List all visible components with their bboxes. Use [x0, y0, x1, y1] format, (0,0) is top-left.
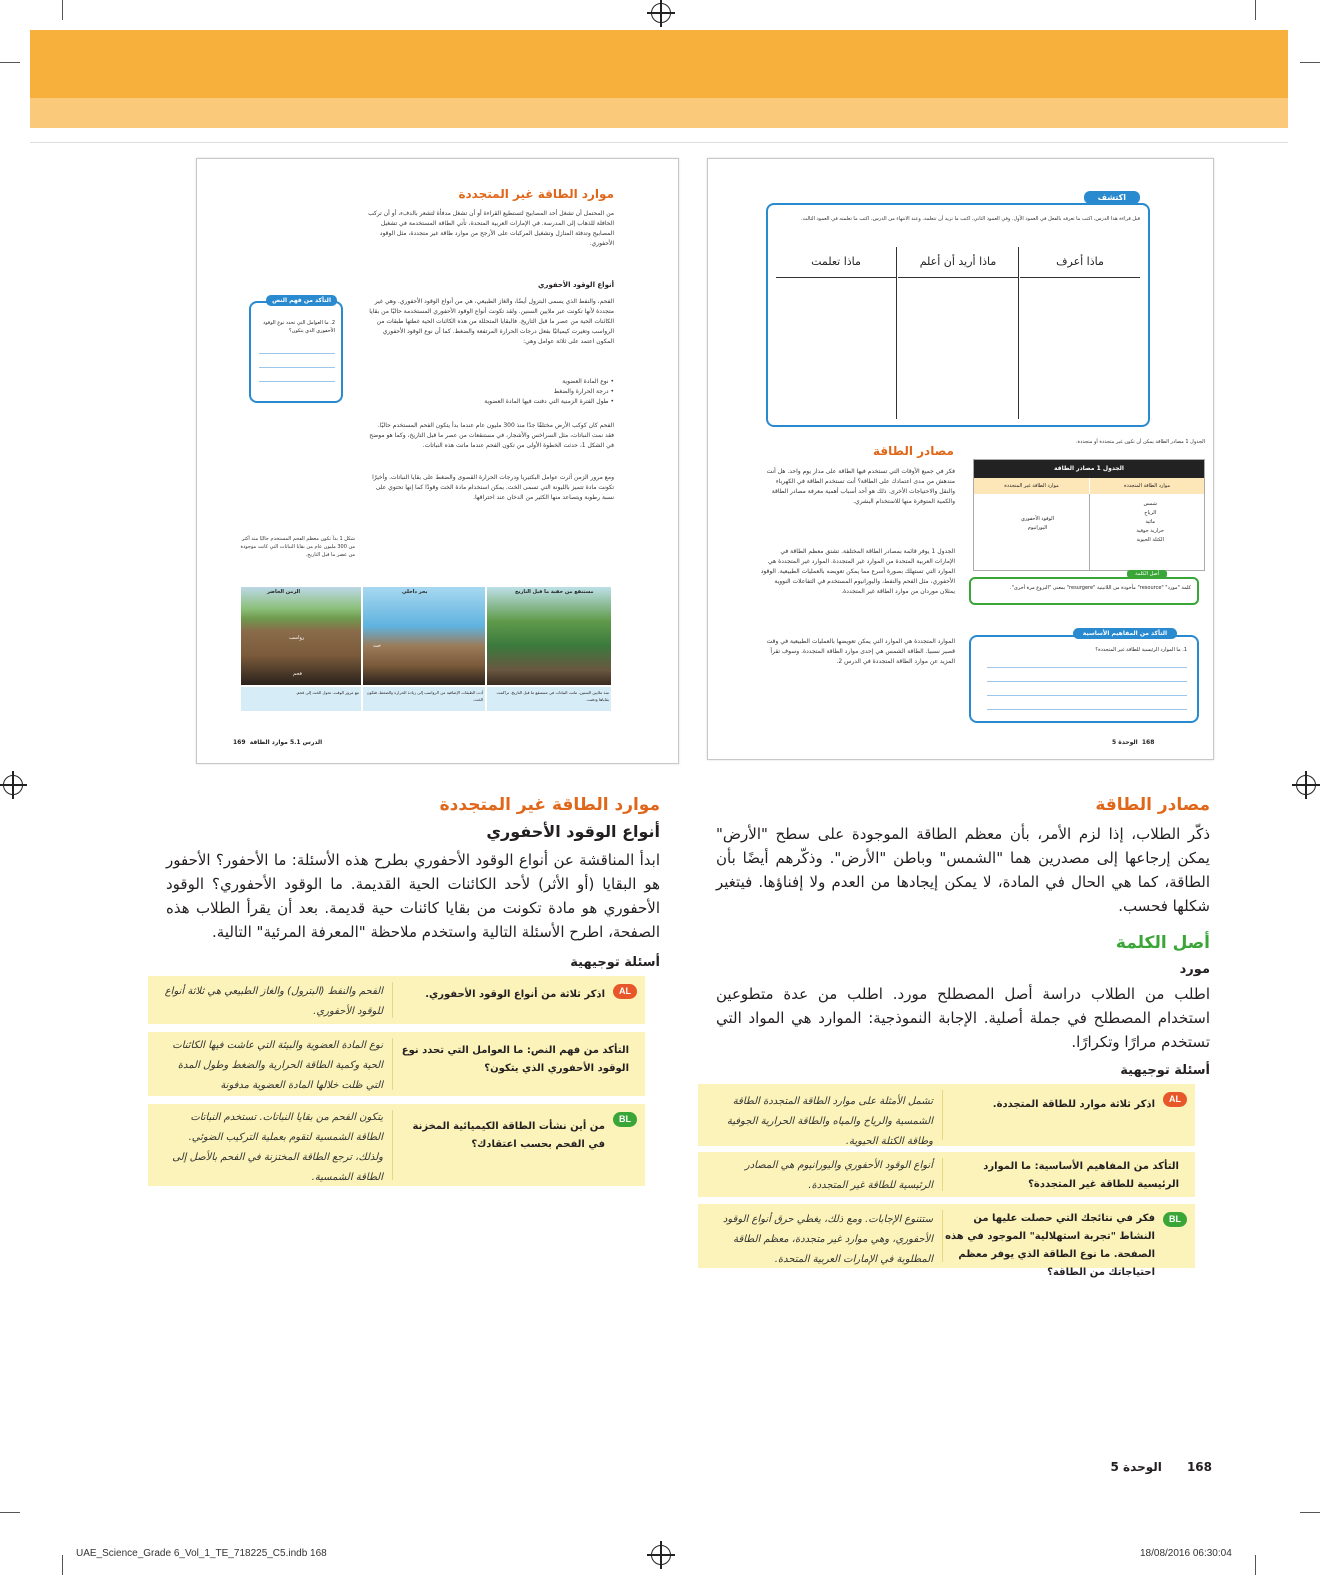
guiding-question-row: [148, 976, 645, 1024]
list-item: حرارية جوفية: [1136, 528, 1164, 534]
guiding-question-row: [148, 1104, 645, 1186]
answer-line: [259, 381, 335, 382]
thumb-para-1: فكر في جميع الأوقات التي تستخدم فيها الطاقة على مدار يوم واحد. هل أنت مندهش من مدى اعتمادك على الطاقة؟ أنت تستخدم الطاقة في الكهرباء والنقل والاحتياجات الأخرى. ذلك هو أحد أسباب أهمية معرفة مصادر الطاقة والكمية المتوفرة منها للاستخدام البشري.: [766, 468, 955, 505]
thumb-title-nonrenewable: موارد الطاقة غير المتجددة: [458, 187, 614, 201]
crop-mark: [0, 1512, 20, 1513]
crop-mark: [1300, 1512, 1320, 1513]
guiding-questions-title: أسئلة توجيهية: [570, 955, 660, 970]
list-item: • درجة الحرارة والضغط: [553, 388, 614, 395]
answer-line: [987, 709, 1187, 710]
list-item: الرياح: [1144, 510, 1157, 516]
answer-text: نوع المادة العضوية والبيئة التي عاشت فيها الكائنات الحية وكمية الطاقة الحرارية والضغط وطول المدة التي ظلت خلالها المادة العضوية مدفونة: [172, 1040, 383, 1091]
bullet-text: طول الفترة الزمنية التي دفنت فيها المادة العضوية: [484, 398, 609, 405]
al-badge: AL: [1163, 1092, 1187, 1107]
list-item: شمس: [1143, 501, 1157, 507]
question-text: التأكد من فهم النص: ما العوامل التي تحدد نوع الوقود الأحفوري الذي يتكون؟: [401, 1045, 629, 1074]
word-origin-word: مورد: [1179, 962, 1210, 977]
divider: [942, 1090, 943, 1140]
photo-caption: مع مرور الوقت، تحول الخث إلى فحم.: [241, 687, 361, 711]
explore-label: اكتشف: [1084, 191, 1140, 204]
word-origin-body: اطلب من الطلاب دراسة أصل المصطلح مورد. اطلب من عدة متطوعين استخدام المصطلح في جملة أصلية. الإجابة النموذجية: الموارد هي المواد التي تستخدم مرارًا وتكرارًا.: [716, 985, 1210, 1051]
guiding-question-row: [148, 1032, 645, 1096]
table-title: الجدول 1 مصادر الطاقة: [974, 460, 1204, 478]
table-col-renewable: موارد الطاقة المتجددة: [1090, 478, 1204, 494]
check-text-label: التأكد من فهم النص: [266, 295, 337, 306]
fossil-fuel-subtitle: أنواع الوقود الأحفوري: [486, 822, 660, 841]
answer-text: ستتنوع الإجابات. ومع ذلك، يغطي حرق أنواع الوقود الأحفوري، وهي موارد غير متجددة، معظم الطاقة المطلوبة في الإمارات العربية المتحدة.: [722, 1214, 933, 1265]
thumb-coal: الفحم كان كوكب الأرض مختلفًا جدًا منذ 300 مليون عام عندما بدأ يتكون الفحم المستخدم حاليًا. فقد نمت النباتات، مثل السراخس والأشجار، في مستنقعات من عصر ما قبل التاريخ، وكما هو موضح في الشكل 1، حدثت الخطوة الأولى من تكون الفحم عندما ماتت هذه النباتات.: [369, 422, 614, 449]
crop-mark: [0, 62, 20, 63]
check-concepts-question: 1. ما الموارد الرئيسية للطاقة غير المتجددة؟: [1095, 647, 1187, 653]
registration-mark-icon: [1296, 775, 1316, 795]
crop-mark: [1255, 1555, 1256, 1575]
check-text-box: [249, 297, 343, 403]
thumb-subtitle: أنواع الوقود الأحفوري: [538, 281, 614, 289]
slug-filename: UAE_Science_Grade 6_Vol_1_TE_718225_C5.indb 168: [76, 1548, 327, 1559]
page-number: 169: [233, 739, 246, 746]
divider: [942, 1210, 943, 1262]
lesson-label: الدرس 5.1 موارد الطاقة: [249, 739, 323, 746]
thumb-page-number: [1112, 739, 1154, 746]
nonrenewable-list: [1021, 515, 1054, 533]
crop-mark: [62, 0, 63, 20]
question-text: اذكر ثلاثة موارد للطاقة المتجددة.: [992, 1099, 1155, 1110]
al-badge: AL: [613, 984, 637, 999]
unit-label: الوحدة 5: [1112, 739, 1138, 746]
table-caption: الجدول 1 مصادر الطاقة يمكن أن تكون غير متجددة أو متجددة.: [1075, 439, 1205, 445]
question-text: من أين نشأت الطاقة الكيميائية المخزنة في الفحم بحسب اعتقادك؟: [412, 1121, 605, 1150]
question-text: التأكد من المفاهيم الأساسية: ما الموارد الرئيسية للطاقة غير المتجددة؟: [983, 1161, 1179, 1190]
layer-label: خث: [373, 643, 382, 649]
thumb-page-number: [233, 739, 322, 746]
unit-label: الوحدة 5: [1110, 1460, 1162, 1474]
section-title-energy-sources: مصادر الطاقة: [1095, 795, 1210, 815]
guiding-question-row: [698, 1152, 1195, 1197]
answer-text: أنواع الوقود الأحفوري واليورانيوم هي المصادر الرئيسية للطاقة غير المتجددة.: [744, 1160, 933, 1191]
scene-label: مستنقع من حقبة ما قبل التاريخ: [515, 589, 594, 595]
divider: [392, 1110, 393, 1180]
layer-label: رواسب: [289, 635, 305, 641]
guiding-questions-title: أسئلة توجيهية: [1120, 1063, 1210, 1078]
photo-caption: منذ ملايين السنين، ماتت النباتات في مستنقع ما قبل التاريخ، تراكمت بقاياها ودفنت.: [487, 687, 611, 711]
word-origin-box: [969, 571, 1199, 605]
thumb-para-3: الموارد المتجددة هي الموارد التي يمكن تعويضها بالعمليات الطبيعية في وقت قصير نسبيا. الطاقة الشمس هي إحدى موارد الطاقة المتجددة. وسوف تقرأ المزيد عن موارد الطاقة المتجددة في الدرس 2.: [766, 638, 955, 665]
thumb-coal-2: ومع مرور الزمن أثرت عوامل البكتيريا ودرجات الحرارة القصوى والضغط على بقايا النباتات. وأخيرًا تكونت مادة تتميز بالليونة التي تسمى الخث. يمكن استخدام مادة الخث وقودًا كما إنها تحتوي على نسبة رطوبة ويتصاعد منها الكثير من الدخان عند احتراقها.: [372, 474, 614, 501]
list-item: • طول الفترة الزمنية التي دفنت فيها المادة العضوية: [484, 398, 614, 405]
explore-instructions: قبل قراءة هذا الدرس، اكتب ما تعرفه بالفعل في العمود الأول. وفي العمود الثاني، اكتب ما تريد أن تتعلمه. وعند الانتهاء من الدرس، اكتب ما تعلمته في العمود الثالث.: [800, 216, 1140, 222]
answer-line: [259, 367, 335, 368]
renewable-list: [1136, 500, 1164, 545]
list-item: مائية: [1145, 519, 1156, 525]
bullet-text: نوع المادة العضوية: [562, 378, 609, 385]
thumb-para-2: الجدول 1 يوفر قائمة بمصادر الطاقة المختلفة. تشتق معظم الطاقة في الإمارات العربية المتحدة من الموارد غير المتجددة. الموارد غير المتجددة هي الموارد التي تستهلك بصورة أسرع مما يمكن تعويضه بالعمليات الطبيعية. الوقود الأحفوري، مثل الفحم والنفط، واليورانيوم المستخدم في التفاعلات النووية يمثلان موردان من موارد الطاقة غير المتجددة.: [760, 548, 955, 595]
kwl-box: [766, 193, 1150, 427]
swamp-photo: [487, 587, 611, 685]
page-footer: [1100, 1460, 1212, 1474]
answer-line: [259, 353, 335, 354]
divider: [896, 247, 897, 419]
guiding-question-row: [698, 1204, 1195, 1278]
divider: [392, 1038, 393, 1090]
scene-label: بحر داخلي: [402, 589, 428, 595]
layer-label: فحم: [293, 671, 302, 677]
section-title-nonrenewable: موارد الطاقة غير المتجددة: [439, 795, 660, 815]
thumb-title-energy-sources: مصادر الطاقة: [873, 444, 954, 458]
divider: [1018, 247, 1019, 419]
list-item: • نوع المادة العضوية: [562, 378, 614, 385]
word-origin-title: أصل الكلمة: [1115, 933, 1210, 953]
guiding-question-row: [698, 1084, 1195, 1146]
crop-mark: [62, 1555, 63, 1575]
bl-badge: BL: [613, 1112, 637, 1127]
kwl-header-learned: ماذا تعلمت: [776, 247, 896, 278]
bl-badge: BL: [1163, 1212, 1187, 1227]
answer-line: [987, 695, 1187, 696]
list-item: الوقود الأحفوري: [1020, 516, 1054, 522]
crop-mark: [1255, 0, 1256, 20]
registration-mark-icon: [651, 3, 671, 23]
bullet-text: درجة الحرارة والضغط: [553, 388, 609, 395]
kwl-table: [776, 247, 1140, 419]
question-text: فكر في نتائجك التي حصلت عليها من النشاط "تجربة استهلالية" الموجود في هذه الصفحة. ما نوع الطاقة الذي يوفر معظم احتياجاتك من الطاقة؟: [945, 1213, 1155, 1278]
answer-text: يتكون الفحم من بقايا النباتات. تستخدم النباتات الطاقة الشمسية لتقوم بعملية التركيب الضوئي. ولذلك، ترجع الطاقة المختزنة في الفحم بالأصل إلى الطاقة الشمسية.: [172, 1112, 383, 1183]
fossil-fuel-body: ابدأ المناقشة عن أنواع الوقود الأحفوري بطرح هذه الأسئلة: ما الأحفور؟ الأحفور هو البقايا (أو الأثر) لأحد الكائنات الحية القديمة. ما الوقود الأحفوري؟ الوقود الأحفوري هو مادة تكونت من بقايا كائنات حية قديمة. بعد أن يقرأ الطلاب هذه الصفحة، اطرح الأسئلة التالية واستخدم ملاحظة "المعرفة المرئية" التالية.: [166, 851, 660, 941]
divider: [1089, 494, 1090, 570]
slug-date: 18/08/2016 06:30:04: [1140, 1548, 1232, 1559]
answer-text: الفحم والنفط (البترول) والغاز الطبيعي هي ثلاثة أنواع للوقود الأحفوري.: [164, 986, 383, 1017]
energy-table: [973, 459, 1205, 571]
answer-line: [987, 681, 1187, 682]
thumb-bullets: [368, 377, 614, 407]
registration-mark-icon: [3, 775, 23, 795]
kwl-header-know: ماذا أعرف: [1020, 247, 1140, 278]
list-item: الكتلة الحيوية: [1136, 537, 1164, 543]
photo-caption: أدت الطبقات الإضافية من الرواسب إلى زيادة الحرارة والضغط، فتكون الخث.: [363, 687, 485, 711]
table-col-nonrenewable: موارد الطاقة غير المتجددة: [974, 478, 1089, 494]
divider: [392, 982, 393, 1018]
answer-text: تشمل الأمثلة على موارد الطاقة المتجددة الطاقة الشمسية والرياح والمياه والطاقة الحرارية الجوفية وطاقة الكتلة الحيوية.: [726, 1096, 933, 1147]
student-page-168-thumbnail: [707, 158, 1214, 760]
student-page-169-thumbnail: [196, 158, 679, 764]
thumb-text: الفحم، والنفط الذي يسمى البترول أيضًا، والغاز الطبيعي، هي من أنواع الوقود الأحفوري. وهي غير متجددة لأنها تكونت عبر ملايين السنين. ولقد تكونت أنواع الوقود الأحفوري المستخدمة حاليًا من بقايا الكائنات الحية من عصر ما قبل التاريخ. فالبقايا المتحللة من هذه الكائنات الحية غطتها طبقات من الرواسب وتغيرت كيميائيًا بفعل درجات الحرارة المرتفعة والضغط. كما أن نوع الوقود الأحفوري المكون اعتمد على ثلاثة عوامل وهي:: [369, 298, 614, 345]
kwl-header-want: ماذا أريد أن أعلم: [898, 247, 1018, 278]
divider: [30, 142, 1288, 143]
check-text-question: 2. ما العوامل التي تحدد نوع الوقود الأحفوري الذي يتكون؟: [263, 320, 335, 334]
energy-sources-body: ذكّر الطلاب، إذا لزم الأمر، بأن معظم الطاقة الموجودة على سطح "الأرض" يمكن إرجاعها إلى مصدرين هما "الشمس" وباطن "الأرض". وذكّرهم أيضًا بأن الطاقة، كما هي الحال في المادة، لا يمكن إيجادها من العدم ولا إفناؤها. فيتغير شكلها فحسب.: [716, 825, 1210, 915]
crop-mark: [1300, 62, 1320, 63]
divider: [942, 1158, 943, 1191]
page-number: 168: [1186, 1460, 1212, 1474]
registration-mark-icon: [651, 1545, 671, 1565]
page-number: 168: [1141, 739, 1155, 746]
word-origin-label: أصل الكلمة: [1127, 570, 1167, 578]
header-banner-strip: [30, 98, 1288, 128]
list-item: اليورانيوم: [1027, 525, 1048, 531]
check-concepts-box: [969, 630, 1199, 723]
figure-caption: شكل 1 بدأ تكون معظم الفحم المستخدم حاليًا منذ أكثر من 300 مليون عام من بقايا النباتات التي كانت موجودة من عصر ما قبل التاريخ.: [240, 536, 355, 558]
inland-sea-photo: [363, 587, 485, 685]
word-origin-text: كلمة "مورد" "resource" مأخوذة من اللاتينية "resurgere" بمعنى "البزوغ مرة أخرى".: [1010, 585, 1191, 591]
thumb-intro: من المحتمل أن تشغل أحد المصابيح لتستطيع القراءة أو أن تشغل مدفأة لتشعر بالدفء، أو أن تركب الحافلة للذهاب إلى المدرسة. في الإمارات العربية المتحدة، تأتي الطاقة المستخدمة في تشغيل المصابيح وتدفئة المنازل وتشغيل المركبات على الأرجح من موارد طاقة غير متجددة، مثل الوقود الأحفوري.: [368, 210, 614, 247]
scene-label: الزمن الحاضر: [267, 589, 301, 595]
answer-line: [987, 667, 1187, 668]
question-text: اذكر ثلاثة من أنواع الوقود الأحفوري.: [425, 989, 605, 1000]
check-concepts-label: التأكد من المفاهيم الأساسية: [1073, 628, 1177, 639]
